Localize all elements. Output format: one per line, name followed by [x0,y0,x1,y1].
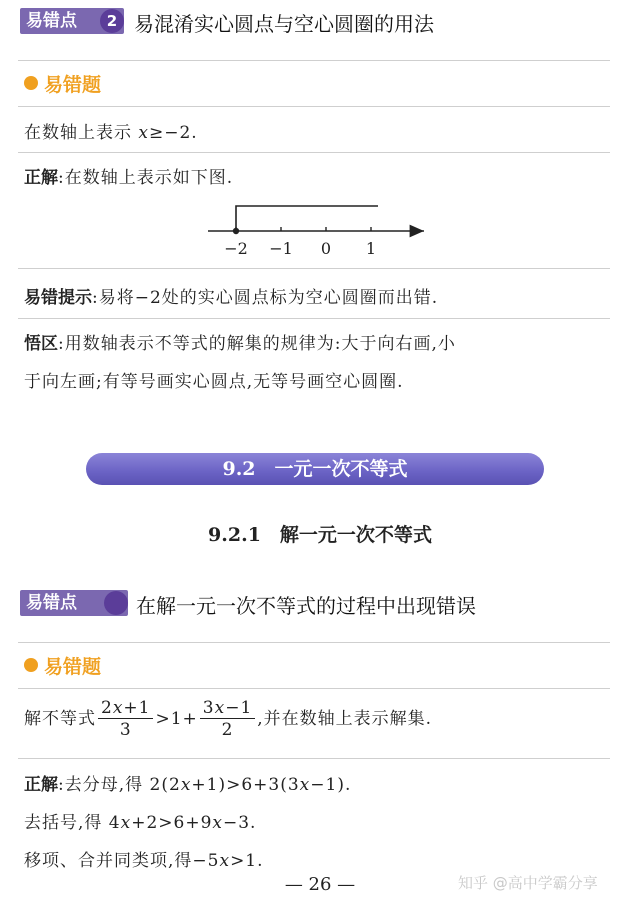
hint-label: 易错提示 [24,288,92,308]
error-tag-number: 2 [100,9,124,33]
page-number: — 26 — [284,874,356,895]
insight-line-2: 于向左画;有等号画实心圆点,无等号画空心圆圈. [24,372,404,392]
watermark: 知乎 @高中学霸分享 [458,874,598,892]
tick-label: −1 [269,239,293,258]
divider [18,60,610,61]
bullet-dot-icon [24,76,38,90]
chapter-banner: 9.2 一元一次不等式 [86,453,544,485]
fraction: $\frac{2x+1}{3}$ [98,698,153,741]
section-title: 易混淆实心圆点与空心圆圈的用法 [134,12,434,36]
divider [18,758,610,759]
solid-point [233,228,239,234]
divider [18,268,610,269]
problem-label: 易错题 [44,656,102,678]
solution-step-2: 去括号,得 4x+2>6+9x−3. [24,813,257,833]
solution-ray [236,206,378,231]
divider [18,318,610,319]
solution-label: 正解 [24,168,58,188]
tick-label: −2 [224,239,248,258]
divider [18,152,610,153]
subsection-title: 9.2.1 解一元一次不等式 [208,524,432,546]
section-title: 在解一元一次不等式的过程中出现错误 [136,594,476,618]
problem-statement: 解不等式 $\frac{2x+1}{3}$ >1+ $\frac{3x-1}{2}$ ,并在数轴上表示解集. [24,698,433,740]
tick-label: 0 [320,239,332,258]
divider [18,688,610,689]
error-tag-number [104,591,128,615]
problem-label: 易错题 [44,74,102,96]
divider [18,642,610,643]
solution-line: 正解:在数轴上表示如下图. [24,168,234,188]
insight-label: 悟区 [24,334,58,354]
problem-statement: 在数轴上表示 x≥−2. [24,123,198,143]
insight-line-1: 悟区:用数轴表示不等式的解集的规律为:大于向右画,小 [24,334,456,354]
error-tag-label: 易错点 [26,593,77,613]
tick-label: 1 [365,239,377,258]
bullet-dot-icon [24,658,38,672]
divider [18,106,610,107]
hint-line: 易错提示:易将−2处的实心圆点标为空心圆圈而出错. [24,288,439,308]
solution-step-1: 正解:去分母,得 2(2x+1)>6+3(3x−1). [24,775,352,795]
number-line [200,198,440,260]
fraction: $\frac{3x-1}{2}$ [200,698,255,741]
solution-label: 正解 [24,775,58,795]
error-tag-label: 易错点 [26,11,77,31]
solution-step-3: 移项、合并同类项,得−5x>1. [24,851,264,871]
